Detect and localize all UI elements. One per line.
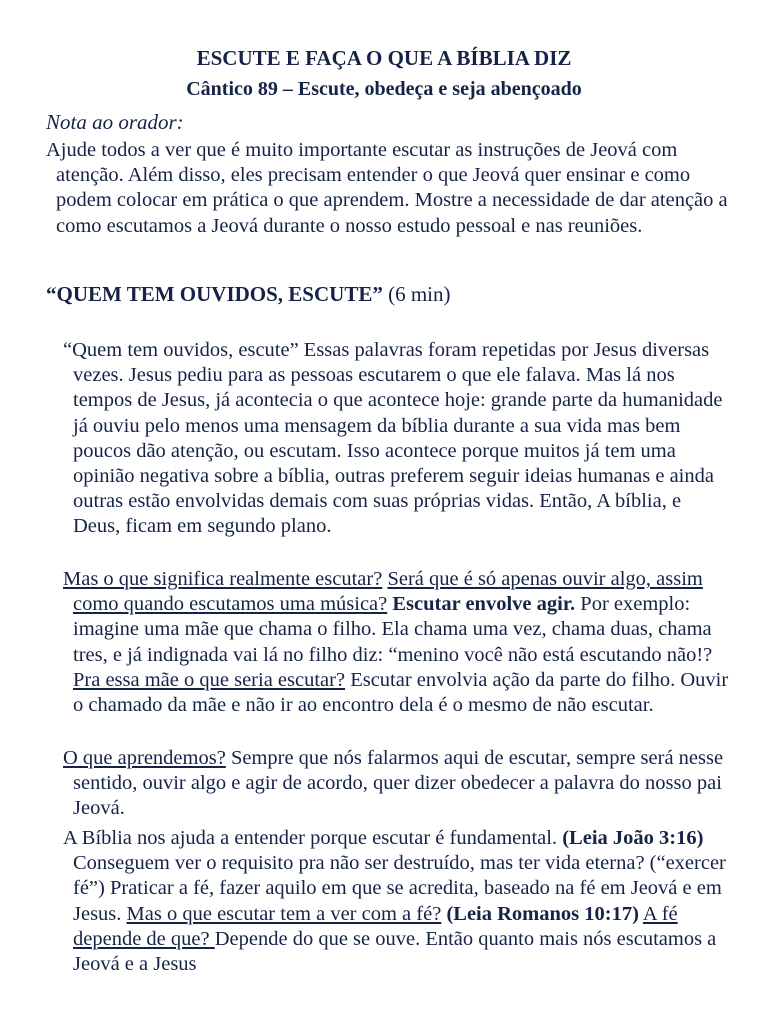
question-text: Será que é só apenas ouvir algo, assim como quando escutamos uma música? [73, 568, 703, 616]
scripture-reference: (Leia Romanos 10:17) [446, 902, 639, 925]
question-text: Mas o que escutar tem a ver com a fé? [126, 902, 442, 925]
speaker-note-label: Nota ao orador: [46, 110, 184, 134]
section-duration: (6 min) [388, 282, 451, 306]
paragraph-3 [63, 746, 738, 822]
section-heading [46, 280, 451, 308]
section-title: “QUEM TEM OUVIDOS, ESCUTE” [46, 282, 383, 306]
body-text: Depende do que se ouve. Então quanto mais nós escutamos a Jeová e a Jesus [73, 927, 717, 976]
speaker-note-text: Ajude todos a ver que é muito importante escutar as instruções de Jeová com atenção. Além disso, eles precisam entender o que Jeová quer ensinar e como podem colocar em prática o que aprendem. Mostre a necessidade de dar atenção a como escutamos a Jeová durante o nosso estudo pessoal e nas reuniões. [46, 139, 728, 237]
question-text: A fé depende de que? [73, 902, 678, 950]
question-text: O que aprendemos? [63, 747, 226, 769]
question-text: Mas o que significa realmente escutar? [63, 568, 383, 590]
paragraph-2 [63, 567, 738, 718]
body-text: Escutar envolvia ação da parte do filho. Ouvir o chamado da mãe e não ir ao encontro dela é o mesmo de não escutar. [73, 668, 729, 717]
emphasis-text: Escutar envolve agir. [392, 593, 576, 616]
body-text: Por exemplo: imagine uma mãe que chama o filho. Ela chama uma vez, chama duas, chama tres, e já indignada vai lá no filho diz: “menino você não está escutando não!? [73, 593, 713, 666]
body-text: Conseguem ver o requisito pra não ser destruído, mas ter vida eterna? (“exercer fé”) Praticar a fé, fazer aquilo em que se acredita, baseado na fé em Jeová e em Jesus. [73, 852, 726, 925]
scripture-reference: (Leia João 3:16) [562, 827, 704, 849]
body-text: A Bíblia nos ajuda a entender porque escutar é fundamental. [63, 827, 563, 849]
question-text: Pra essa mãe o que seria escutar? [73, 668, 346, 691]
body-text: Sempre que nós falarmos aqui de escutar, sempre será nesse sentido, ouvir algo e agir de acordo, quer dizer obedecer a palavra do nosso pai Jeová. [73, 747, 724, 820]
page-title: ESCUTE E FAÇA O QUE A BÍBLIA DIZ [196, 46, 572, 70]
paragraph-1: “Quem tem ouvidos, escute” Essas palavras foram repetidas por Jesus diversas vezes. Jesus pediu para as pessoas escutarem o que ele falava. Mas lá nos tempos de Jesus, já acontecia o que acontece hoje: grande parte da humanidade já ouviu pelo menos uma mensagem da bíblia durante a sua vida mas bem poucos dão atenção, ou escutam. Isso acontece porque muitos já tem uma opinião negativa sobre a bíblia, outras preferem seguir ideias humanas e ainda outras estão envolvidas demais com suas próprias vidas. Então, A bíblia, e Deus, ficam em segundo plano. [63, 339, 723, 538]
paragraph-4 [63, 826, 738, 977]
page-subtitle: Cântico 89 – Escute, obedeça e seja abençoado [186, 78, 582, 100]
